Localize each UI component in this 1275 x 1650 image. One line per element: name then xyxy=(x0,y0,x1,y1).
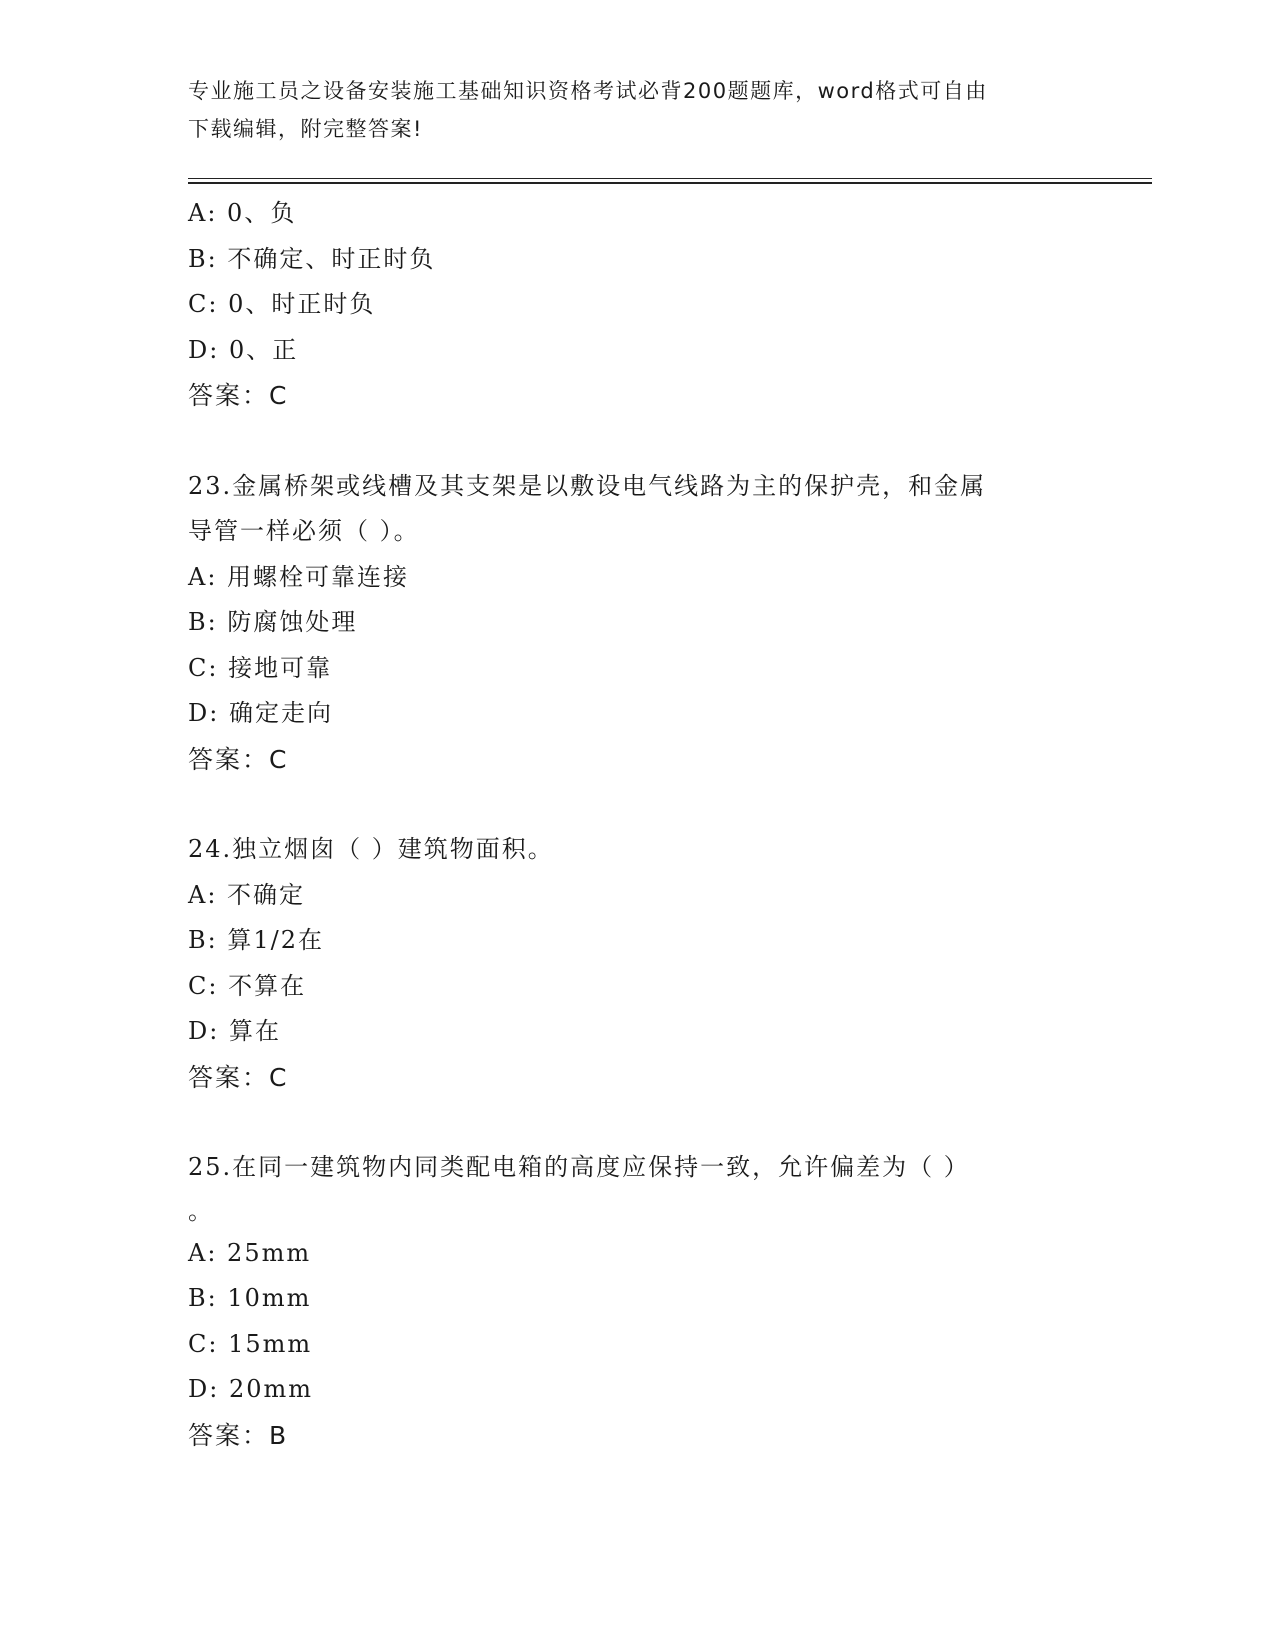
header-divider-thick xyxy=(188,182,1152,184)
question-24 xyxy=(188,827,1148,1100)
option-d: D: 算在 xyxy=(188,1017,281,1045)
question-23 xyxy=(188,464,1148,783)
option-b: B: 不确定、时正时负 xyxy=(188,244,436,273)
option-a: A: 不确定 xyxy=(188,880,306,909)
answer-line: 答案：C xyxy=(188,381,289,410)
spacer xyxy=(188,1100,1148,1145)
option-b: B: 防腐蚀处理 xyxy=(188,608,358,636)
option-b: B: 算1/2在 xyxy=(188,926,324,954)
option-c: C: 不算在 xyxy=(188,971,307,1000)
header-divider-thin xyxy=(188,178,1152,179)
option-a: A: 25mm xyxy=(188,1238,312,1267)
answer-line: 答案：B xyxy=(188,1420,289,1450)
option-a: A: 用螺栓可靠连接 xyxy=(188,562,410,591)
answer-line: 答案：C xyxy=(188,744,289,774)
answer-line: 答案：C xyxy=(188,1062,289,1092)
header-title-line-1: 专业施工员之设备安装施工基础知识资格考试必背200题题库，word格式可自由 xyxy=(188,79,988,103)
option-d: D: 0、正 xyxy=(188,335,299,364)
option-c: C: 接地可靠 xyxy=(188,653,333,682)
question-text-line: 。 xyxy=(188,1196,214,1225)
header-title-line-2: 下载编辑，附完整答案! xyxy=(188,117,423,141)
spacer xyxy=(188,419,1148,464)
question-22-continued xyxy=(188,191,1148,419)
question-text-line: 24.独立烟囱（ ）建筑物面积。 xyxy=(188,835,554,863)
option-c: C: 15mm xyxy=(188,1329,313,1358)
option-d: D: 20mm xyxy=(188,1375,314,1403)
question-text-line: 导管一样必须（ ）。 xyxy=(188,517,420,545)
question-text-line: 23.金属桥架或线槽及其支架是以敷设电气线路为主的保护壳，和金属 xyxy=(188,471,987,500)
spacer xyxy=(188,782,1148,827)
option-c: C: 0、时正时负 xyxy=(188,290,376,318)
question-text-line: 25.在同一建筑物内同类配电箱的高度应保持一致，允许偏差为（ ） xyxy=(188,1153,970,1181)
question-25 xyxy=(188,1145,1148,1458)
option-d: D: 确定走向 xyxy=(188,699,333,727)
option-a: A: 0、负 xyxy=(188,199,297,227)
option-b: B: 10mm xyxy=(188,1284,312,1312)
question-content xyxy=(188,191,1148,1458)
document-header xyxy=(188,72,1068,148)
